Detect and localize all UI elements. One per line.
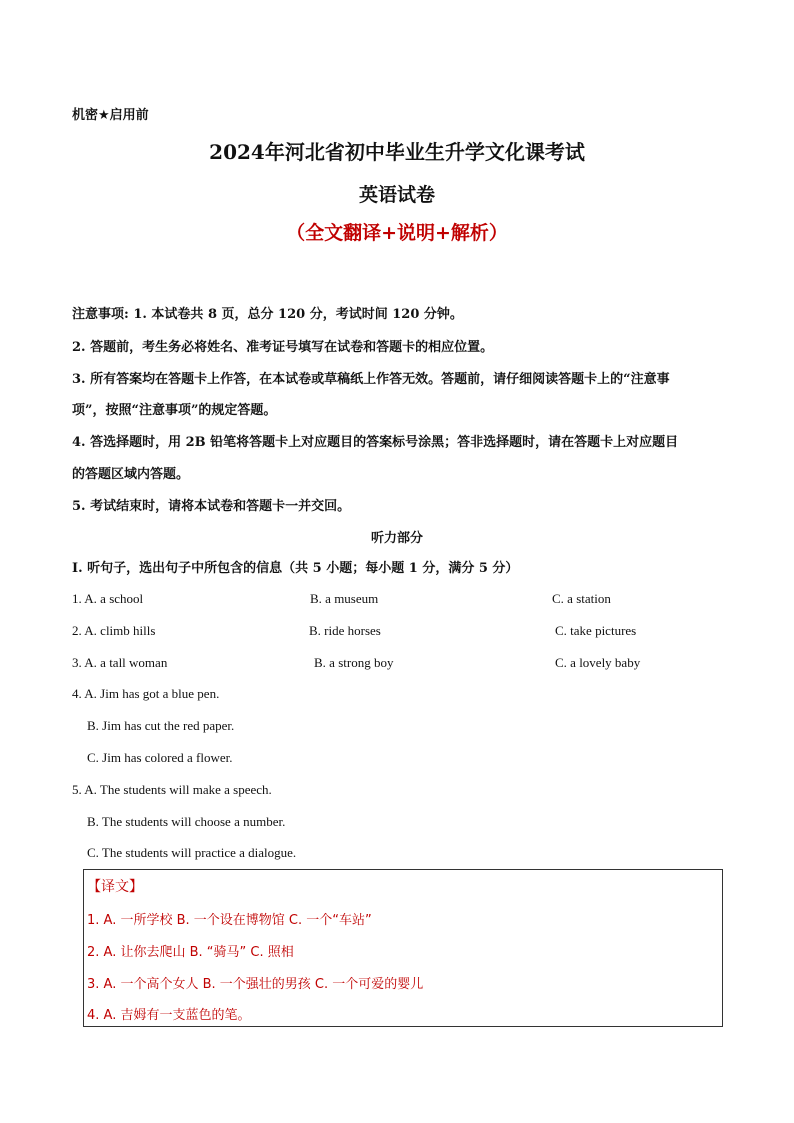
translation-line: 4. A. 吉姆有一支蓝色的笔。 bbox=[87, 1008, 251, 1023]
option-2a: 2. A. climb hills bbox=[72, 623, 156, 638]
option-3a: 3. A. a tall woman bbox=[72, 655, 168, 670]
note-line: 5. 考试结束时，请将本试卷和答题卡一并交回。 bbox=[72, 499, 351, 514]
confidential-label: 机密★启用前 bbox=[72, 108, 149, 123]
option-5a: 5. A. The students will make a speech. bbox=[72, 782, 272, 797]
option-5c: C. The students will practice a dialogue. bbox=[87, 845, 297, 860]
section-title: 听力部分 bbox=[370, 531, 423, 546]
exam-subtitle: 英语试卷 bbox=[358, 184, 435, 206]
option-4c: C. Jim has colored a flower. bbox=[87, 750, 233, 765]
option-5b: B. The students will choose a number. bbox=[87, 814, 286, 829]
note-line: 注意事项: 1. 本试卷共 8 页，总分 120 分，考试时间 120 分钟。 bbox=[72, 307, 463, 322]
option-4b: B. Jim has cut the red paper. bbox=[87, 718, 235, 733]
note-line: 3. 所有答案均在答题卡上作答，在本试卷或草稿纸上作答无效。答题前，请仔细阅读答题卡上的“注意事 bbox=[72, 372, 670, 387]
note-line: 的答题区域内答题。 bbox=[72, 467, 190, 482]
note-line: 项”，按照“注意事项”的规定答题。 bbox=[72, 403, 277, 418]
option-3c: C. a lovely baby bbox=[555, 655, 641, 670]
note-line: 4. 答选择题时，用 2B 铅笔将答题卡上对应题目的答案标号涂黑；答非选择题时，请在答题卡上对应题目 bbox=[72, 435, 679, 450]
translation-line: 2. A. 让你去爬山 B. “骑马” C. 照相 bbox=[87, 945, 294, 960]
translation-line: 3. A. 一个高个女人 B. 一个强壮的男孩 C. 一个可爱的婴儿 bbox=[87, 977, 424, 992]
option-1c: C. a station bbox=[552, 591, 611, 606]
translation-line: 1. A. 一所学校 B. 一个设在博物馆 C. 一个“车站” bbox=[87, 913, 372, 928]
option-1a: 1. A. a school bbox=[72, 591, 144, 606]
note-line: 2. 答题前，考生务必将姓名、准考证号填写在试卷和答题卡的相应位置。 bbox=[72, 340, 494, 355]
exam-title: 2024年河北省初中毕业生升学文化课考试 bbox=[209, 140, 585, 164]
option-2c: C. take pictures bbox=[555, 623, 637, 638]
option-1b: B. a museum bbox=[310, 591, 379, 606]
translation-banner: （全文翻译+说明+解析） bbox=[286, 222, 508, 244]
option-2b: B. ride horses bbox=[309, 623, 381, 638]
option-4a: 4. A. Jim has got a blue pen. bbox=[72, 686, 220, 701]
option-3b: B. a strong boy bbox=[314, 655, 394, 670]
part-heading: I. 听句子，选出句子中所包含的信息（共 5 小题；每小题 1 分，满分 5 分） bbox=[72, 561, 519, 576]
translation-heading: 【译文】 bbox=[87, 879, 143, 895]
